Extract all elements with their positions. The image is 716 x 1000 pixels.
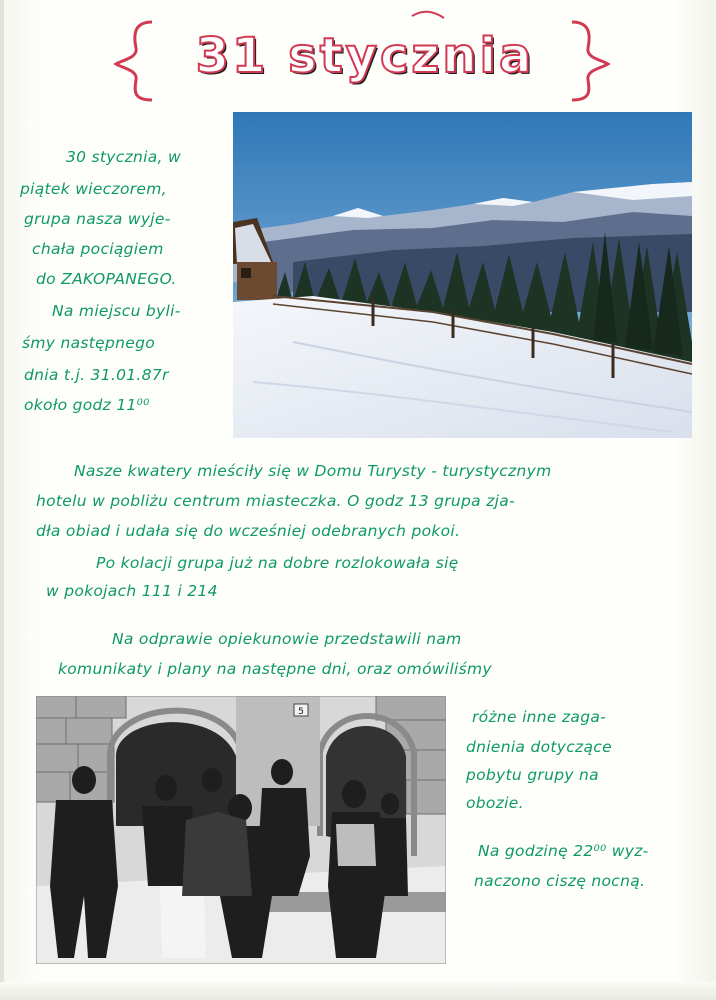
intro-line: do ZAKOPANEGO.: [36, 270, 177, 288]
middle-line: dła obiad i udała się do wcześniej odebranych pokoi.: [36, 522, 461, 540]
middle-line: Po kolacji grupa już na dobre rozlokowała się: [96, 554, 459, 572]
page-bottom-edge: [0, 982, 716, 1000]
side-line: Na godzinę 22⁰⁰ wyz-: [478, 842, 649, 860]
intro-line: chała pociągiem: [32, 240, 164, 258]
mountain-landscape-photo: [233, 112, 692, 438]
intro-line: piątek wieczorem,: [20, 180, 167, 198]
group-photo: [36, 696, 446, 964]
middle-line: w pokojach 111 i 214: [46, 582, 218, 600]
intro-line: 30 stycznia, w: [66, 148, 181, 166]
side-line: dnienia dotyczące: [466, 738, 612, 756]
side-line: obozie.: [466, 794, 524, 812]
side-line: naczono ciszę nocną.: [474, 872, 646, 890]
intro-line: grupa nasza wyje-: [24, 210, 171, 228]
page-title: 31 stycznia: [195, 28, 535, 84]
side-line: pobytu grupy na: [466, 766, 599, 784]
door-number: 5: [298, 707, 304, 717]
middle-line: hotelu w pobliżu centrum miasteczka. O godz 13 grupa zja-: [36, 492, 515, 510]
middle-line: Na odprawie opiekunowie przedstawili nam: [112, 630, 462, 648]
side-line: różne inne zaga-: [472, 708, 607, 726]
middle-line: Nasze kwatery mieściły się w Domu Turysty - turystycznym: [74, 462, 552, 480]
middle-line: komunikaty i plany na następne dni, oraz omówiliśmy: [58, 660, 492, 678]
intro-line: Na miejscu byli-: [52, 302, 181, 320]
intro-line: dnia t.j. 31.01.87r: [24, 366, 169, 384]
page-binding: [0, 0, 4, 1000]
intro-line: około godz 11⁰⁰: [24, 396, 150, 414]
page-title-decoration: [112, 8, 612, 108]
intro-line: śmy następnego: [22, 334, 156, 352]
